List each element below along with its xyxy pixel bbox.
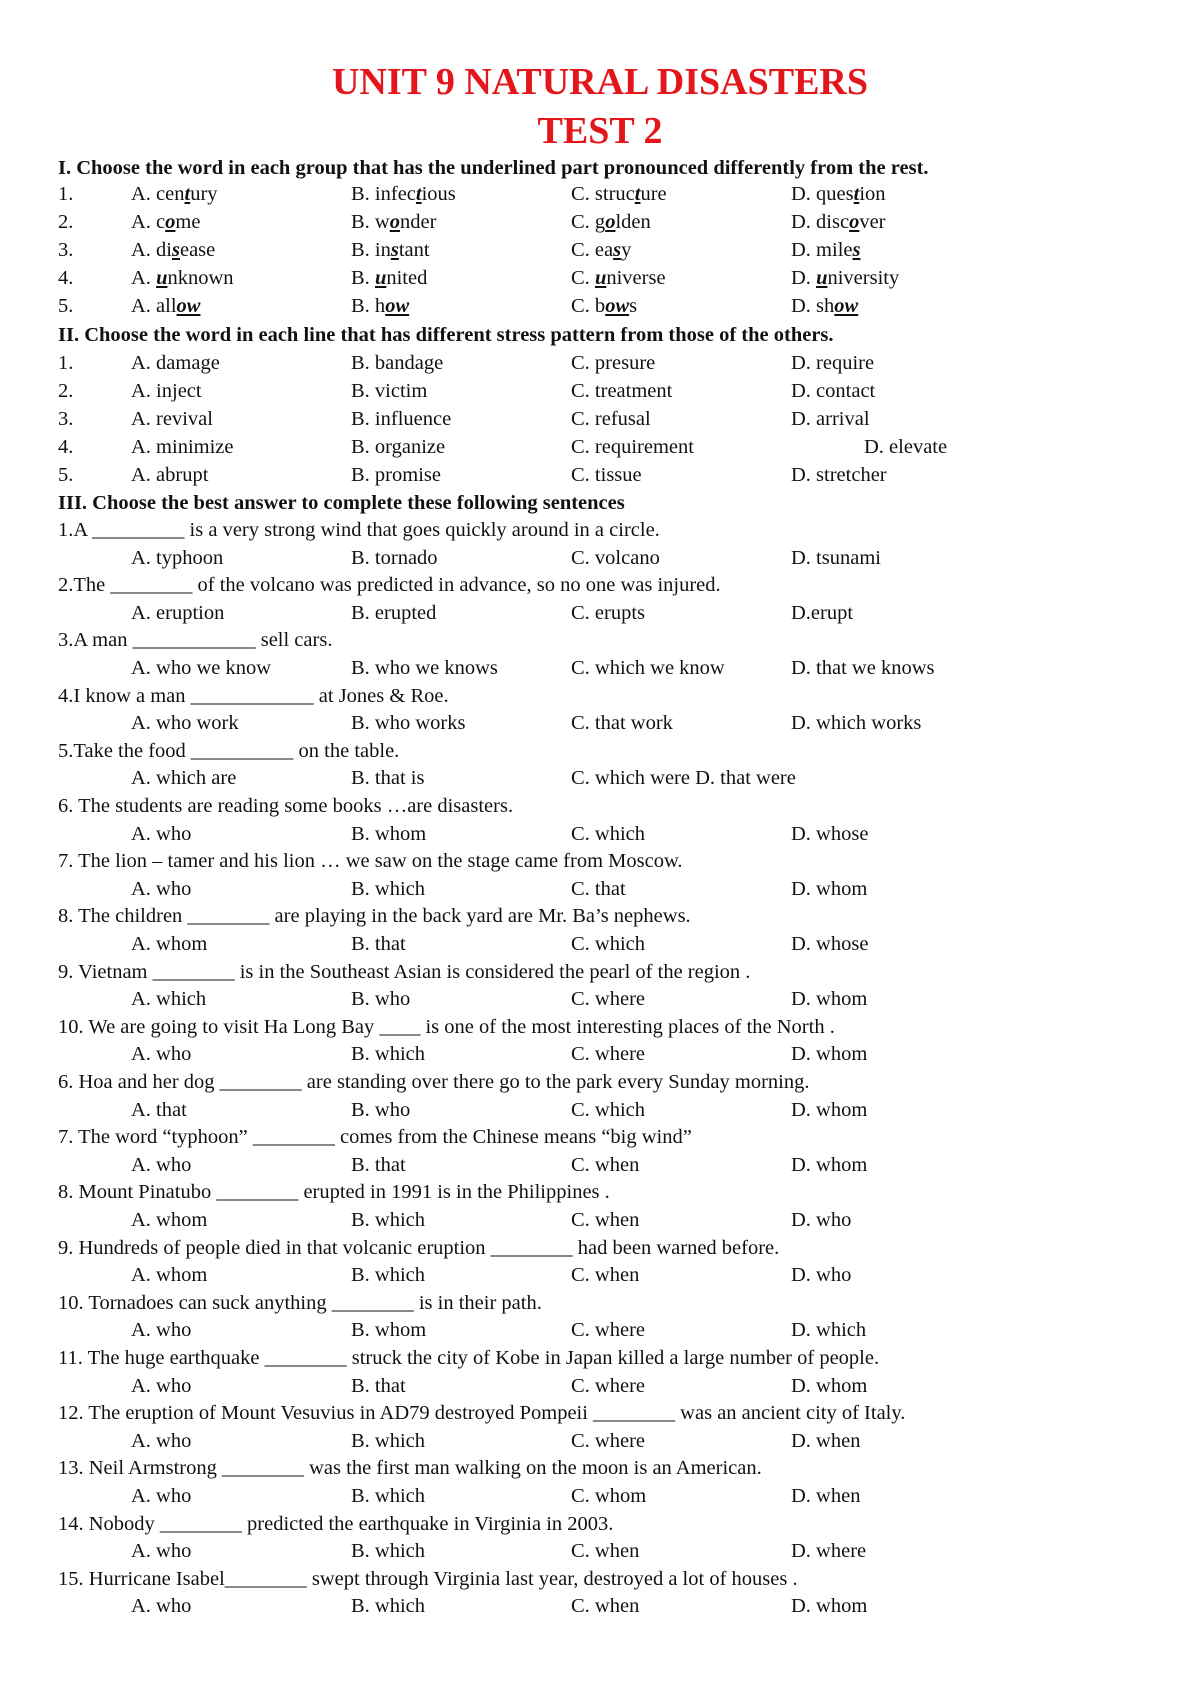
option-c: C. which were D. that were (571, 767, 796, 790)
options-row (0, 1428, 1200, 1454)
options-row (0, 821, 1200, 847)
question-number: 3. (58, 408, 74, 430)
question-number: 1. (58, 183, 74, 205)
option-a: A. who (131, 1374, 192, 1397)
question-text: 8. Mount Pinatubo ________ erupted in 1991 is in the Philippines . (58, 1181, 610, 1204)
option-b: B. instant (351, 239, 430, 261)
option-c: C. bows (571, 295, 638, 317)
section-1-heading: I. Choose the word in each group that has the underlined part pronounced differently from the rest. (58, 157, 929, 179)
option-d: D. arrival (791, 408, 870, 430)
option-c: C. treatment (571, 380, 673, 402)
option-a: A. revival (131, 408, 213, 430)
options-row (0, 1262, 1200, 1288)
option-d: D.erupt (791, 601, 854, 624)
option-a: A. who (131, 877, 192, 900)
option-b: B. infectious (351, 183, 456, 205)
pronunciation-row (0, 181, 1200, 207)
option-c: C. where (571, 1374, 646, 1397)
option-d: D. question (791, 183, 886, 205)
options-row (0, 1483, 1200, 1509)
option-d: D. which works (791, 712, 922, 735)
option-a: A. whom (131, 1209, 208, 1231)
option-a: A. who work (131, 712, 239, 735)
option-c: C. structure (571, 183, 667, 205)
test-title: TEST 2 (537, 110, 663, 152)
option-c: C. whom (571, 1485, 647, 1507)
question-row (0, 1566, 1200, 1592)
option-d: D. whose (791, 933, 869, 955)
option-b: B. which (351, 1595, 426, 1618)
stress-row (0, 462, 1200, 488)
option-c: C. when (571, 1209, 640, 1231)
options-row (0, 986, 1200, 1012)
option-b: B. that (351, 933, 406, 955)
question-text: 8. The children ________ are playing in the back yard are Mr. Ba’s nephews. (58, 905, 691, 928)
option-a: A. eruption (131, 601, 225, 624)
section-2-heading: II. Choose the word in each line that has different stress pattern from those of the others. (58, 324, 834, 346)
options-row (0, 876, 1200, 902)
option-a: A. which are (131, 767, 237, 790)
option-a: A. who (131, 1043, 192, 1066)
question-row (0, 1511, 1200, 1537)
option-c: C. where (571, 1429, 646, 1452)
option-c: C. erupts (571, 601, 646, 624)
option-d: D. who (791, 1264, 852, 1287)
option-d: D. whom (791, 1153, 868, 1176)
option-b: B. united (351, 267, 428, 289)
option-c: C. volcano (571, 546, 660, 569)
option-d: D. who (791, 1209, 852, 1231)
option-b: B. who (351, 1098, 411, 1121)
option-c: C. requirement (571, 436, 694, 458)
option-d: D. tsunami (791, 546, 881, 569)
question-row (0, 683, 1200, 709)
options-row (0, 1152, 1200, 1178)
option-d: D. whom (791, 1595, 868, 1618)
option-c: C. which (571, 1098, 646, 1121)
question-text: 11. The huge earthquake ________ struck the city of Kobe in Japan killed a large number of people. (58, 1347, 880, 1369)
option-d: D. whom (791, 1098, 868, 1121)
option-a: A. which (131, 988, 207, 1011)
option-b: B. that (351, 1374, 406, 1397)
option-b: B. erupted (351, 601, 437, 624)
question-text: 9. Hundreds of people died in that volcanic eruption ________ had been warned before. (58, 1236, 780, 1259)
question-row (0, 1455, 1200, 1481)
option-c: C. easy (571, 239, 632, 261)
option-d: D. when (791, 1485, 861, 1507)
question-text: 2.The ________ of the volcano was predicted in advance, so no one was injured. (58, 574, 721, 597)
option-a: A. whom (131, 933, 208, 955)
option-d: D. when (791, 1429, 861, 1452)
question-row (0, 1069, 1200, 1095)
question-text: 3.A man ____________ sell cars. (58, 629, 333, 652)
question-number: 5. (58, 464, 74, 486)
option-d: D. require (791, 352, 875, 374)
options-row (0, 1207, 1200, 1233)
option-c: C. when (571, 1540, 640, 1563)
options-row (0, 931, 1200, 957)
stress-row (0, 434, 1200, 460)
stress-row (0, 350, 1200, 376)
question-text: 7. The lion – tamer and his lion … we saw on the stage came from Moscow. (58, 850, 683, 873)
option-d: D. whose (791, 822, 869, 845)
option-a: A. who (131, 822, 192, 845)
question-number: 2. (58, 211, 74, 233)
option-b: B. organize (351, 436, 446, 458)
option-c: C. which (571, 822, 646, 845)
option-c: C. which (571, 933, 646, 955)
options-row (0, 1538, 1200, 1564)
question-number: 5. (58, 295, 74, 317)
option-a: A. that (131, 1098, 187, 1121)
option-d: D. whom (791, 877, 868, 900)
option-d: D. whom (791, 988, 868, 1011)
question-row (0, 848, 1200, 874)
option-c: C. when (571, 1595, 640, 1618)
option-a: A. who (131, 1153, 192, 1176)
option-c: C. golden (571, 211, 651, 233)
option-c: C. where (571, 1043, 646, 1066)
question-row (0, 738, 1200, 764)
option-c: C. when (571, 1264, 640, 1287)
question-number: 3. (58, 239, 74, 261)
option-a: A. come (131, 211, 201, 233)
option-d: D. elevate (864, 436, 948, 458)
option-a: A. allow (131, 295, 201, 317)
question-row (0, 1345, 1200, 1371)
option-a: A. abrupt (131, 464, 209, 486)
question-row (0, 903, 1200, 929)
option-b: B. whom (351, 822, 427, 845)
option-a: A. who (131, 1429, 192, 1452)
question-row (0, 627, 1200, 653)
question-number: 1. (58, 352, 74, 374)
options-row (0, 710, 1200, 736)
option-b: B. wonder (351, 211, 437, 233)
question-text: 14. Nobody ________ predicted the earthquake in Virginia in 2003. (58, 1512, 614, 1535)
option-c: C. where (571, 1319, 646, 1342)
option-d: D. miles (791, 239, 861, 261)
option-a: A. disease (131, 239, 216, 261)
option-a: A. inject (131, 380, 202, 402)
stress-row (0, 406, 1200, 432)
option-c: C. universe (571, 267, 666, 289)
question-text: 9. Vietnam ________ is in the Southeast Asian is considered the pearl of the region . (58, 960, 751, 983)
question-text: 4.I know a man ____________ at Jones & Roe. (58, 684, 449, 707)
pronunciation-row (0, 237, 1200, 263)
option-b: B. which (351, 1540, 426, 1563)
option-c: C. that (571, 877, 626, 900)
question-row (0, 572, 1200, 598)
option-d: D. university (791, 267, 900, 289)
question-text: 15. Hurricane Isabel________ swept through Virginia last year, destroyed a lot of houses . (58, 1567, 798, 1590)
option-d: D. discover (791, 211, 886, 233)
option-d: D. contact (791, 380, 876, 402)
option-b: B. which (351, 1264, 426, 1287)
options-row (0, 1097, 1200, 1123)
question-row (0, 1014, 1200, 1040)
option-b: B. which (351, 1485, 426, 1507)
question-text: 13. Neil Armstrong ________ was the first man walking on the moon is an American. (58, 1457, 762, 1480)
option-b: B. promise (351, 464, 441, 486)
question-row (0, 793, 1200, 819)
option-d: D. stretcher (791, 464, 887, 486)
option-c: C. where (571, 988, 646, 1011)
option-a: A. who (131, 1540, 192, 1563)
option-a: A. who we know (131, 657, 272, 679)
option-b: B. which (351, 1209, 426, 1231)
question-row (0, 1400, 1200, 1426)
option-b: B. who (351, 988, 411, 1011)
options-row (0, 1373, 1200, 1399)
unit-title: UNIT 9 NATURAL DISASTERS (331, 61, 869, 103)
option-d: D. where (791, 1540, 867, 1563)
question-text: 10. Tornadoes can suck anything ________ is in their path. (58, 1291, 542, 1314)
option-a: A. whom (131, 1264, 208, 1287)
option-b: B. whom (351, 1319, 427, 1342)
options-row (0, 600, 1200, 626)
option-d: D. whom (791, 1374, 868, 1397)
option-a: A. century (131, 183, 218, 205)
option-b: B. who we knows (351, 657, 498, 679)
options-row (0, 545, 1200, 571)
option-b: B. who works (351, 712, 466, 735)
option-b: B. that (351, 1153, 406, 1176)
question-text: 6. The students are reading some books …are disasters. (58, 795, 514, 817)
option-a: A. unknown (131, 267, 234, 289)
option-b: B. victim (351, 380, 428, 402)
pronunciation-row (0, 209, 1200, 235)
section-3-heading: III. Choose the best answer to complete these following sentences (58, 492, 625, 514)
options-row (0, 1041, 1200, 1067)
question-number: 4. (58, 267, 74, 289)
question-text: 12. The eruption of Mount Vesuvius in AD79 destroyed Pompeii ________ was an ancient city of Italy. (58, 1402, 906, 1425)
question-text: 6. Hoa and her dog ________ are standing over there go to the park every Sunday morning. (58, 1071, 810, 1093)
option-d: D. show (791, 295, 859, 317)
question-row (0, 1179, 1200, 1205)
option-c: C. tissue (571, 464, 642, 486)
option-a: A. who (131, 1595, 192, 1618)
question-text: 1.A _________ is a very strong wind that goes quickly around in a circle. (58, 519, 660, 541)
option-b: B. which (351, 1429, 426, 1452)
options-row (0, 765, 1200, 791)
option-b: B. that is (351, 767, 425, 790)
option-a: A. damage (131, 352, 220, 374)
option-b: B. influence (351, 408, 452, 430)
question-row (0, 517, 1200, 543)
question-number: 4. (58, 436, 74, 458)
option-c: C. presure (571, 352, 656, 374)
question-text: 10. We are going to visit Ha Long Bay ____ is one of the most interesting places of the North . (58, 1015, 835, 1038)
question-text: 7. The word “typhoon” ________ comes from the Chinese means “big wind” (58, 1126, 692, 1149)
options-row (0, 1593, 1200, 1619)
option-b: B. tornado (351, 546, 438, 569)
question-row (0, 959, 1200, 985)
option-a: A. minimize (131, 436, 234, 458)
option-c: C. that work (571, 712, 673, 735)
option-c: C. when (571, 1153, 640, 1176)
option-b: B. how (351, 295, 410, 317)
question-text: 5.Take the food __________ on the table. (58, 739, 400, 762)
option-c: C. which we know (571, 657, 725, 679)
pronunciation-row (0, 265, 1200, 291)
option-d: D. that we knows (791, 657, 935, 679)
option-a: A. who (131, 1485, 192, 1507)
options-row (0, 655, 1200, 681)
option-d: D. whom (791, 1043, 868, 1066)
option-b: B. bandage (351, 352, 444, 374)
question-row (0, 1235, 1200, 1261)
pronunciation-row (0, 293, 1200, 319)
question-number: 2. (58, 380, 74, 402)
question-row (0, 1290, 1200, 1316)
stress-row (0, 378, 1200, 404)
option-c: C. refusal (571, 408, 651, 430)
option-a: A. typhoon (131, 546, 224, 569)
option-b: B. which (351, 877, 426, 900)
question-row (0, 1124, 1200, 1150)
options-row (0, 1317, 1200, 1343)
option-a: A. who (131, 1319, 192, 1342)
option-b: B. which (351, 1043, 426, 1066)
option-d: D. which (791, 1319, 867, 1342)
